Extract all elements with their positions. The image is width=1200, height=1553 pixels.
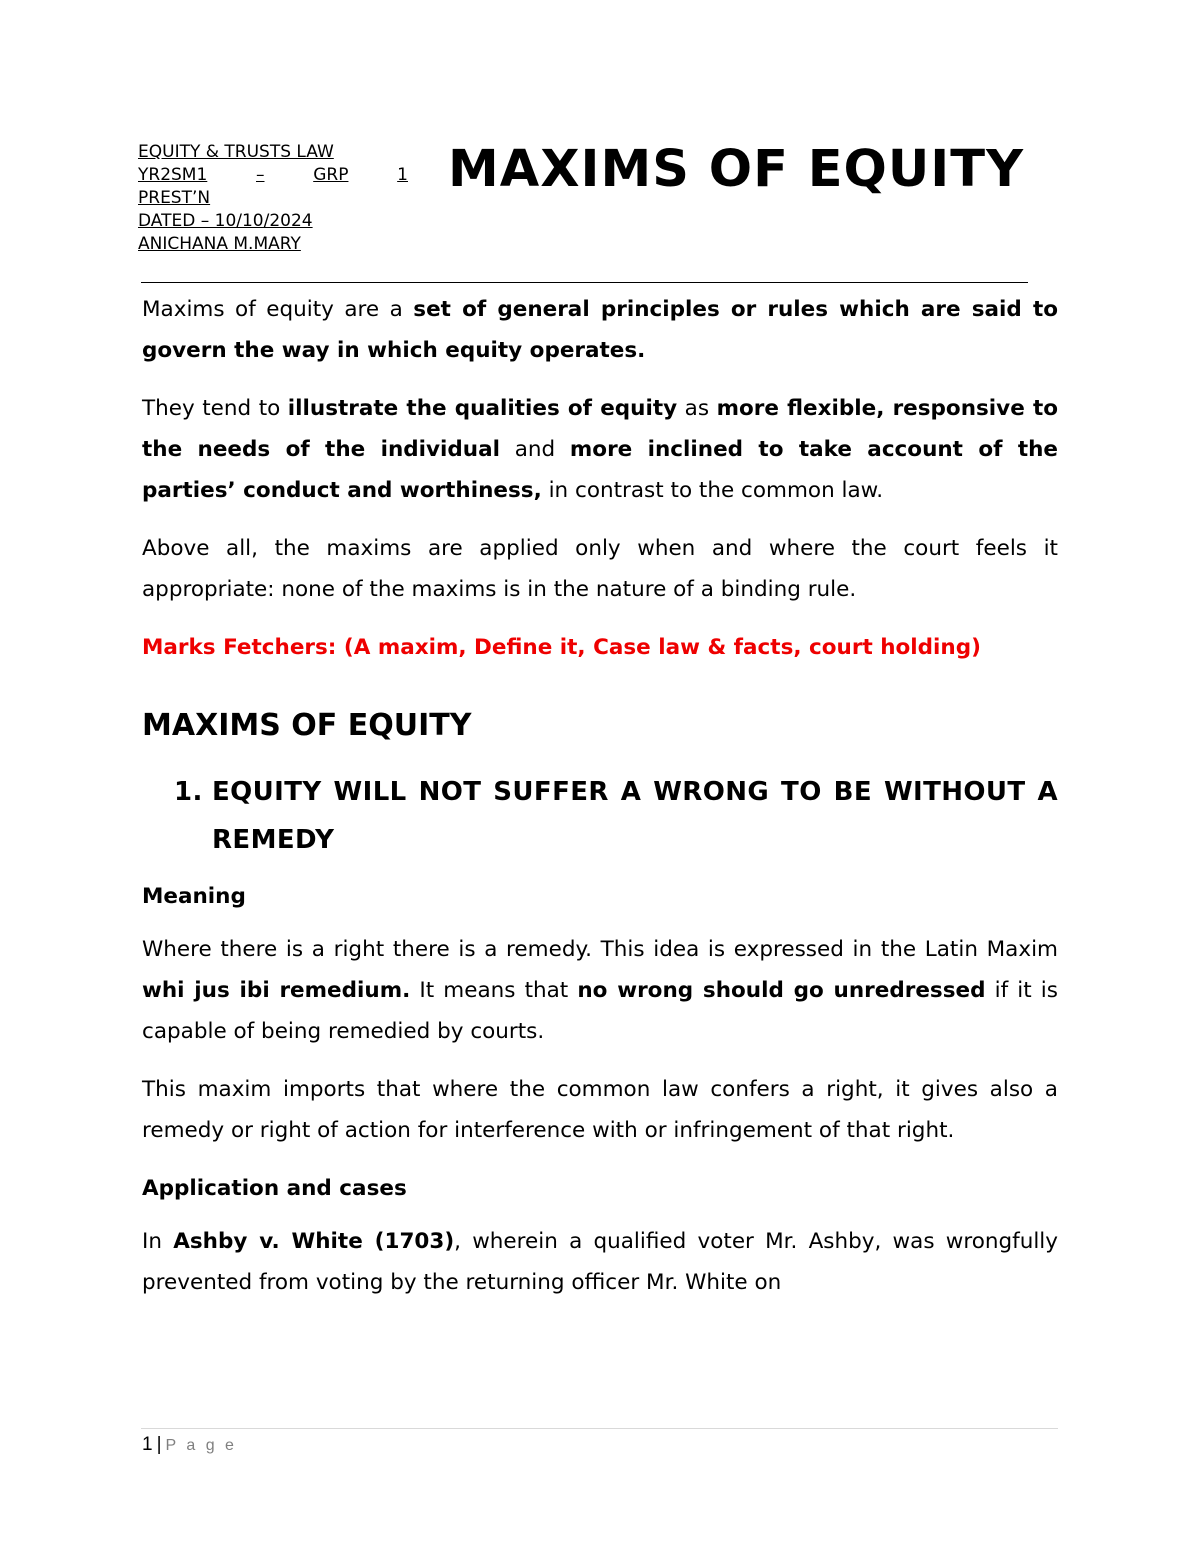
document-title: MAXIMS OF EQUITY [448, 140, 1025, 199]
meaning-paragraph-1 [142, 929, 1058, 1052]
footer-divider [141, 1428, 1058, 1429]
group-dash: – [256, 165, 265, 185]
author-name: ANICHANA M.MARY [138, 234, 301, 254]
page-footer [142, 1434, 237, 1456]
bold-run: more flexible, responsive to the needs of the individual [142, 396, 1058, 462]
header-meta [138, 141, 408, 256]
bold-run: Ashby v. White (1703) [173, 1229, 455, 1254]
page-number: 1 [142, 1434, 153, 1455]
bold-run: more inclined to take account of the parties’ conduct and worthiness, [142, 437, 1058, 503]
text-run: if it is capable of being remedied by courts. [142, 978, 1058, 1044]
text-run: , wherein a qualified voter Mr. Ashby, was wrongfully prevented from voting by the returning officer Mr. White on [142, 1229, 1058, 1295]
text-run: Where there is a right there is a remedy. This idea is expressed in the Latin Maxim [142, 937, 1058, 962]
text-run: It means that [410, 978, 578, 1003]
bold-run: no wrong should go unredressed [577, 978, 986, 1003]
list-number: 1. [174, 777, 203, 807]
text-run: in contrast to the common law. [541, 478, 884, 503]
text-run: Maxims of equity are a [142, 297, 414, 322]
date-line: DATED – 10/10/2024 [138, 211, 313, 231]
section-heading: MAXIMS OF EQUITY [142, 708, 472, 743]
group-year: YR2SM1 [138, 165, 208, 185]
text-run: and [500, 437, 570, 462]
case-paragraph [142, 1221, 1058, 1303]
intro-paragraph-1 [142, 289, 1058, 371]
page-label: P a g e [165, 1437, 237, 1454]
group-label: GRP [313, 165, 349, 185]
presentation-label: PREST’N [138, 188, 211, 208]
header-divider [141, 282, 1028, 283]
text-run: They tend to [142, 396, 288, 421]
footer-separator: | [156, 1434, 162, 1455]
maxim-1-heading [142, 768, 1058, 864]
text-run: as [677, 396, 717, 421]
document-body [142, 289, 1058, 1320]
marks-fetchers-note: Marks Fetchers: (A maxim, Define it, Case law & facts, court holding) [142, 635, 981, 660]
intro-paragraph-3: Above all, the maxims are applied only when and where the court feels it appropriate: none of the maxims is in the nature of a binding rule. [142, 536, 1058, 602]
intro-paragraph-2 [142, 388, 1058, 511]
application-subheading: Application and cases [142, 1176, 407, 1201]
meaning-subheading: Meaning [142, 884, 246, 909]
meaning-paragraph-2: This maxim imports that where the common law confers a right, it gives also a remedy or right of action for interference with or infringement of that right. [142, 1077, 1058, 1143]
text-run: In [142, 1229, 174, 1254]
course-name: EQUITY & TRUSTS LAW [138, 142, 334, 162]
group-line [138, 164, 408, 187]
group-number: 1 [397, 165, 408, 185]
bold-run: illustrate the qualities of equity [287, 396, 678, 421]
maxim-title: EQUITY WILL NOT SUFFER A WRONG TO BE WITHOUT A REMEDY [212, 777, 1058, 855]
bold-run: set of general principles or rules which are said to govern the way in which equity operates. [142, 297, 1058, 363]
bold-run: whi jus ibi remedium. [142, 978, 411, 1003]
